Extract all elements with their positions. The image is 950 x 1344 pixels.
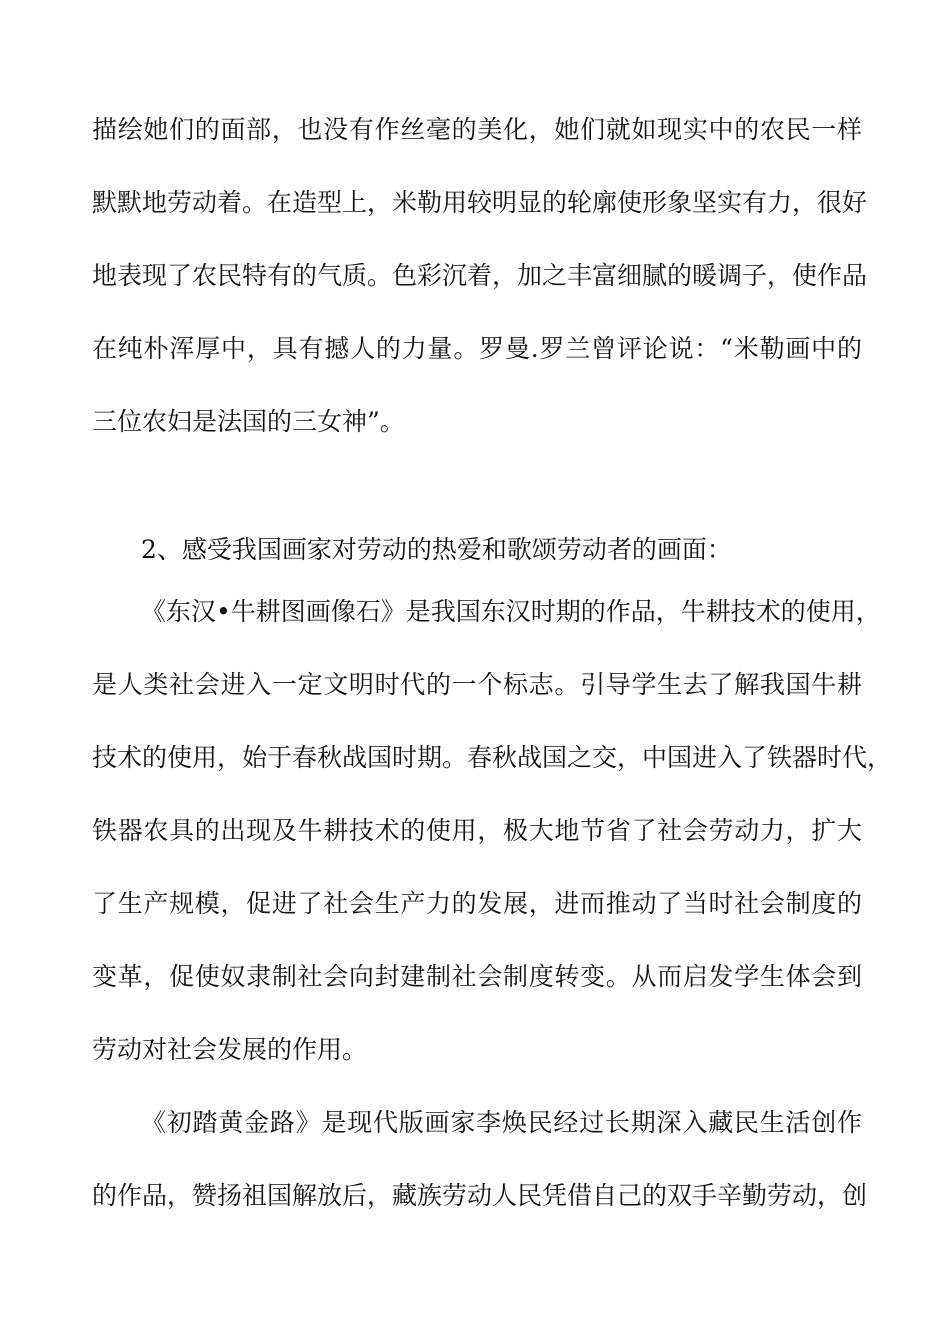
paragraph-line: 了生产规模，促进了社会生产力的发展，进而推动了当时社会制度的	[92, 889, 862, 918]
paragraph-line: 是人类社会进入一定文明时代的一个标志。引导学生去了解我国牛耕	[92, 670, 862, 699]
paragraph-line: 《东汉•牛耕图画像石》是我国东汉时期的作品，牛耕技术的使用，	[141, 597, 881, 626]
paragraph-line: 铁器农具的出现及牛耕技术的使用，极大地节省了社会劳动力，扩大	[92, 816, 862, 845]
paragraph-line: 地表现了农民特有的气质。色彩沉着，加之丰富细腻的暖调子，使作品	[92, 261, 868, 290]
paragraph-line: 《初踏黄金路》是现代版画家李焕民经过长期深入藏民生活创作	[141, 1108, 862, 1137]
paragraph-line: 三位农妇是法国的三女神”。	[92, 407, 405, 436]
paragraph-line: 技术的使用，始于春秋战国时期。春秋战国之交，中国进入了铁器时代，	[92, 743, 893, 772]
paragraph-line: 描绘她们的面部，也没有作丝毫的美化，她们就如现实中的农民一样	[92, 115, 862, 144]
section-heading: 2、感受我国画家对劳动的热爱和歌颂劳动者的画面：	[141, 535, 732, 564]
paragraph-line: 在纯朴浑厚中，具有撼人的力量。罗曼.罗兰曾评论说：“米勒画中的	[92, 334, 862, 363]
paragraph-line: 变革，促使奴隶制社会向封建制社会制度转变。从而启发学生体会到	[92, 962, 862, 991]
paragraph-line: 默默地劳动着。在造型上，米勒用较明显的轮廓使形象坚实有力，很好	[92, 188, 868, 217]
paragraph-line: 劳动对社会发展的作用。	[92, 1035, 368, 1064]
paragraph-line: 的作品，赞扬祖国解放后，藏族劳动人民凭借自己的双手辛勤劳动，创	[92, 1181, 868, 1210]
